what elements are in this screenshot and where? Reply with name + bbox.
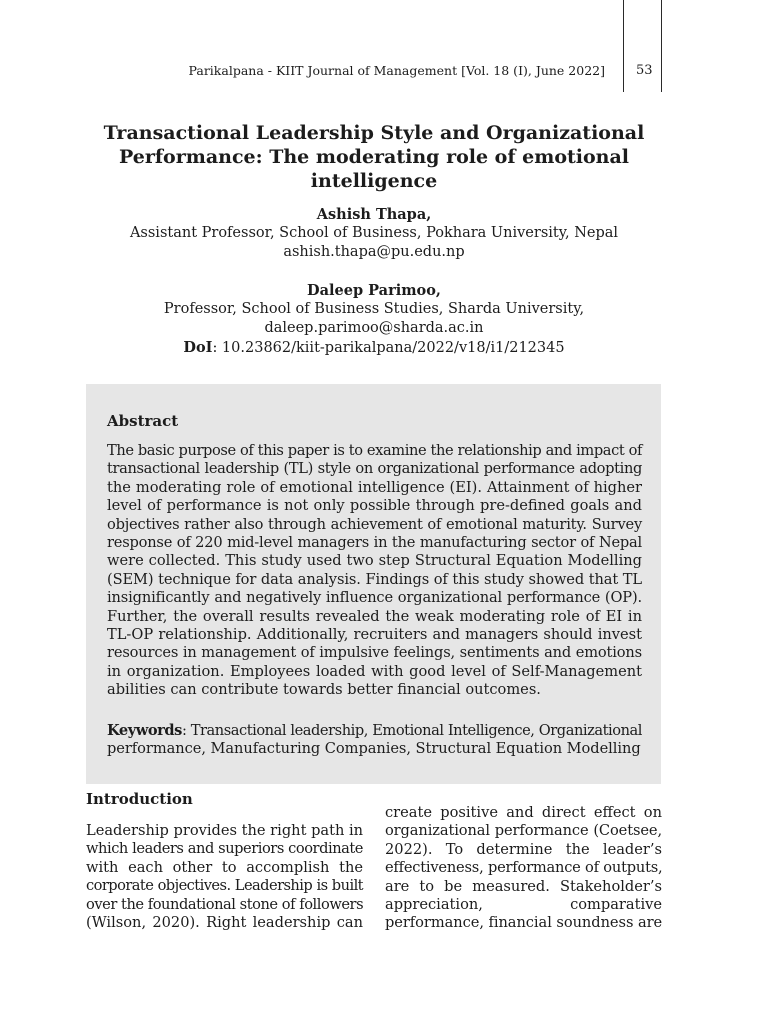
body-line: which leaders and superiors coordinate [86, 840, 363, 858]
abstract-heading: Abstract [107, 412, 179, 430]
introduction-right-column [385, 804, 662, 933]
abstract-line: objectives rather also through achievement of emotional maturity. Survey [107, 515, 642, 533]
body-line: appreciation, comparative [385, 896, 662, 914]
keywords-line: performance, Manufacturing Companies, Structural Equation Modelling [107, 740, 641, 758]
doi-line [80, 338, 668, 358]
doi-value: : 10.23862/kiit-parikalpana/2022/v18/i1/212345 [212, 340, 565, 356]
body-line: are to be measured. Stakeholder’s [385, 877, 662, 895]
body-line: create positive and direct effect on [385, 804, 662, 821]
body-line: 2022). To determine the leader’s [385, 840, 662, 858]
abstract-line: (SEM) technique for data analysis. Findings of this study showed that TL [107, 570, 642, 588]
author-name: Ashish Thapa, [316, 206, 432, 223]
abstract-line: TL-OP relationship. Additionally, recruiters and managers should invest [107, 626, 642, 644]
body-line: corporate objectives. Leadership is built [86, 877, 363, 895]
abstract-line: Further, the overall results revealed the weak moderating role of EI in [107, 607, 642, 625]
body-line: (Wilson, 2020). Right leadership can [86, 914, 363, 932]
author-affiliation: Assistant Professor, School of Business, Pokhara University, Nepal [129, 225, 619, 241]
abstract-line: transactional leadership (TL) style on organizational performance adopting [107, 460, 642, 478]
body-line: organizational performance (Coetsee, [385, 822, 662, 840]
author-block-1 [80, 205, 668, 262]
body-line: Leadership provides the right path in [86, 822, 364, 839]
header-divider-line [623, 0, 624, 92]
abstract-line: insignificantly and negatively influence organizational performance (OP). [107, 589, 642, 607]
header-edge-line [661, 0, 662, 92]
page-number: 53 [636, 63, 653, 78]
abstract-box [86, 384, 661, 784]
doi-label: DoI [183, 339, 213, 356]
author-affiliation: Professor, School of Business Studies, Sharda University, [163, 301, 585, 317]
abstract-line: level of performance is not only possible through pre-defined goals and [107, 497, 642, 515]
introduction-heading: Introduction [86, 790, 193, 808]
author-block-2 [80, 281, 668, 358]
title-line: Performance: The moderating role of emotional [118, 146, 630, 168]
keywords-label: Keywords [107, 722, 182, 739]
body-line: effectiveness, performance of outputs, [385, 859, 663, 877]
author-name: Daleep Parimoo, [307, 282, 441, 299]
abstract-line: abilities can contribute towards better financial outcomes. [107, 681, 541, 699]
body-line: performance, financial soundness are [385, 914, 663, 932]
title-line: Transactional Leadership Style and Organizational [103, 122, 645, 144]
body-line: with each other to accomplish the [86, 858, 363, 876]
keywords-text: : Transactional leadership, Emotional Intelligence, Organizational [181, 722, 642, 739]
abstract-line: resources in management of impulsive feelings, sentiments and emotions [107, 644, 642, 662]
introduction-left-column [86, 822, 363, 932]
paper-title [100, 121, 648, 193]
author-email: ashish.thapa@pu.edu.np [283, 244, 465, 260]
running-head: Parikalpana - KIIT Journal of Management [Vol. 18 (I), June 2022] [188, 63, 605, 78]
abstract-line: in organization. Employees loaded with good level of Self-Management [107, 662, 642, 680]
keywords [107, 722, 642, 759]
body-line: over the foundational stone of followers [86, 895, 364, 913]
abstract-line: the moderating role of emotional intelligence (EI). Attainment of higher [107, 478, 642, 496]
keywords-line [107, 722, 642, 740]
title-line: intelligence [310, 170, 438, 192]
abstract-line: were collected. This study used two step Structural Equation Modelling [107, 552, 642, 570]
author-email: daleep.parimoo@sharda.ac.in [264, 320, 484, 336]
abstract-text [107, 442, 642, 700]
abstract-line: response of 220 mid-level managers in the manufacturing sector of Nepal [107, 534, 642, 552]
abstract-line: The basic purpose of this paper is to examine the relationship and impact of [107, 442, 642, 459]
